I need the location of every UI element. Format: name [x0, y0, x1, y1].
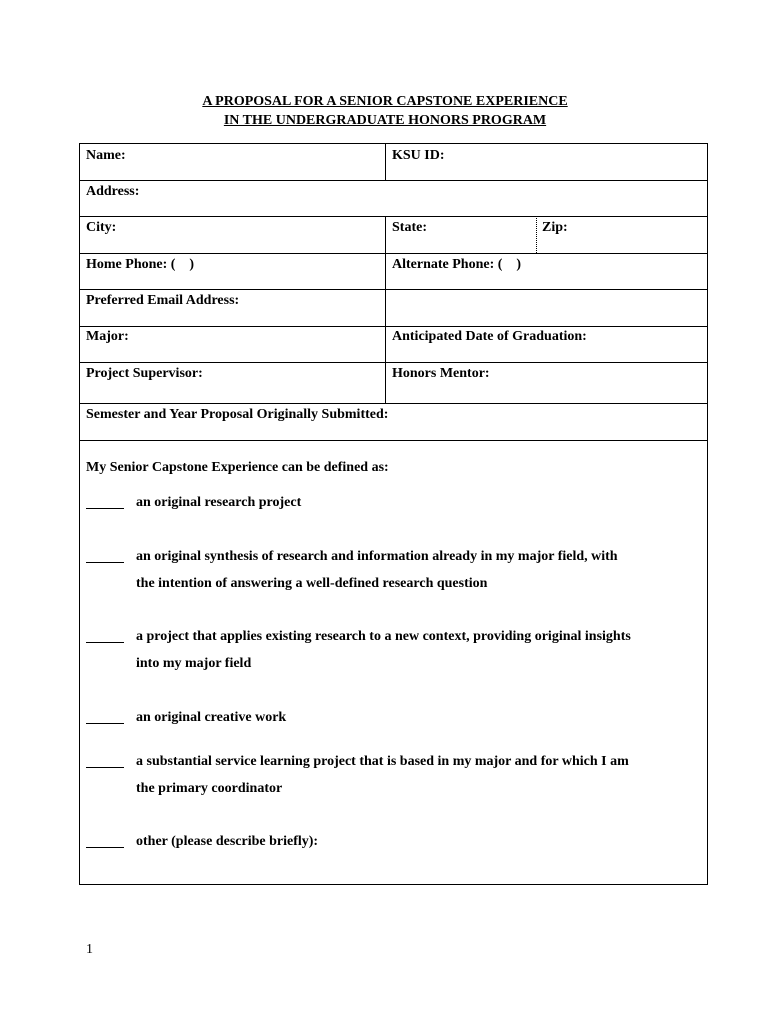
row-divider — [80, 326, 707, 327]
option-text-continued: the intention of answering a well-defined research question — [136, 576, 488, 591]
form-title-line-2: IN THE UNDERGRADUATE HONORS PROGRAM — [223, 113, 547, 128]
option-checkline[interactable] — [86, 710, 136, 729]
row-divider — [80, 180, 707, 181]
option-text: a substantial service learning project that is based in my major and for which I am — [136, 754, 629, 769]
option-text: an original creative work — [136, 710, 287, 725]
major-field[interactable]: Major: — [86, 329, 129, 344]
proposal-form-table — [79, 143, 708, 885]
option-text: other (please describe briefly): — [136, 834, 319, 849]
home-phone-field[interactable]: Home Phone: ( ) — [86, 257, 195, 272]
option-text: a project that applies existing research to a new context, providing original insights — [136, 629, 631, 644]
option-text-continued: into my major field — [136, 656, 252, 671]
option-checkline[interactable] — [86, 549, 136, 568]
zip-field[interactable]: Zip: — [542, 220, 568, 235]
address-field[interactable]: Address: — [86, 184, 140, 199]
row-divider — [80, 253, 707, 254]
row-divider — [80, 289, 707, 290]
option-checkline[interactable] — [86, 629, 136, 648]
option-checkline[interactable] — [86, 495, 136, 514]
preferred-email-field[interactable]: Preferred Email Address: — [86, 293, 240, 308]
row-divider — [80, 440, 707, 441]
city-field[interactable]: City: — [86, 220, 117, 235]
option-checkline[interactable] — [86, 754, 136, 773]
project-supervisor-field[interactable]: Project Supervisor: — [86, 366, 203, 381]
alternate-phone-field[interactable]: Alternate Phone: ( ) — [392, 257, 522, 272]
honors-mentor-field[interactable]: Honors Mentor: — [392, 366, 490, 381]
form-title-line-1: A PROPOSAL FOR A SENIOR CAPSTONE EXPERIENCE — [202, 94, 568, 109]
row-divider — [80, 403, 707, 404]
semester-year-field[interactable]: Semester and Year Proposal Originally Submitted: — [86, 407, 389, 422]
capstone-heading: My Senior Capstone Experience can be defined as: — [86, 460, 389, 475]
option-checkline[interactable] — [86, 834, 136, 853]
option-text: an original research project — [136, 495, 302, 510]
column-divider — [385, 216, 386, 326]
page-number: 1 — [86, 942, 93, 957]
option-text: an original synthesis of research and information already in my major field, with — [136, 549, 618, 564]
ksu-id-field[interactable]: KSU ID: — [392, 148, 445, 163]
option-text-continued: the primary coordinator — [136, 781, 283, 796]
state-field[interactable]: State: — [392, 220, 427, 235]
anticipated-graduation-field[interactable]: Anticipated Date of Graduation: — [392, 329, 587, 344]
column-divider — [536, 216, 537, 253]
row-divider — [80, 362, 707, 363]
column-divider — [385, 326, 386, 403]
column-divider — [385, 144, 386, 180]
name-field[interactable]: Name: — [86, 148, 126, 163]
row-divider — [80, 216, 707, 217]
